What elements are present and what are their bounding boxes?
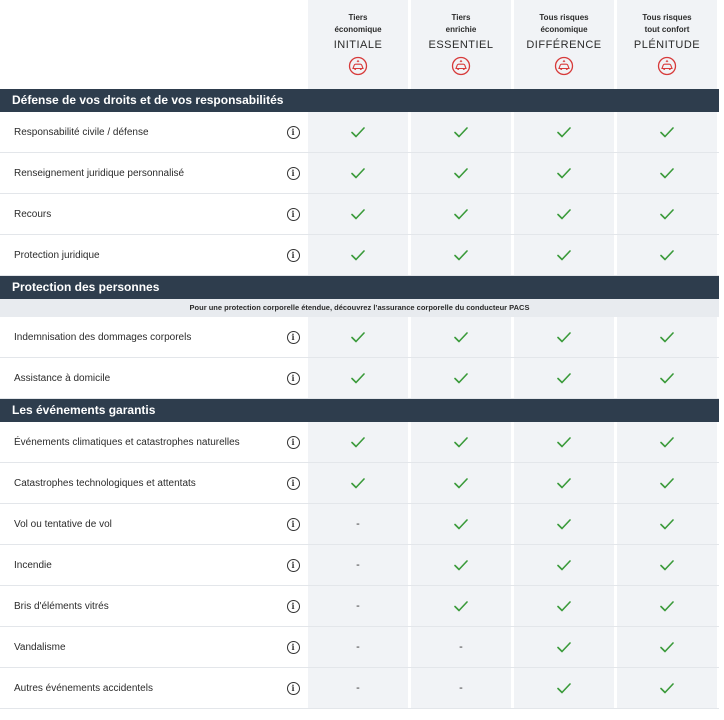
coverage-cell <box>514 358 614 398</box>
checkmark-icon <box>660 601 674 612</box>
info-circle-icon[interactable]: i <box>287 436 300 449</box>
coverage-cell <box>514 112 614 152</box>
car-crash-icon <box>348 56 368 76</box>
table-row <box>0 112 719 153</box>
info-circle-icon[interactable]: i <box>287 372 300 385</box>
checkmark-icon <box>557 478 571 489</box>
row-label: Incendie <box>14 559 52 571</box>
coverage-cell <box>411 422 511 462</box>
row-label: Responsabilité civile / défense <box>14 126 149 138</box>
coverage-cell <box>411 235 511 275</box>
coverage-cell <box>514 586 614 626</box>
checkmark-icon <box>454 519 468 530</box>
coverage-cell <box>308 586 408 626</box>
not-included-dash: - <box>356 600 360 612</box>
table-row <box>0 194 719 235</box>
plan-name: PLÉNITUDE <box>633 39 701 51</box>
checkmark-icon <box>557 332 571 343</box>
coverage-cell <box>514 422 614 462</box>
row-label: Indemnisation des dommages corporels <box>14 331 192 343</box>
plan-type-line2: tout confort <box>644 25 690 34</box>
coverage-cell <box>617 504 717 544</box>
car-crash-icon <box>554 56 574 76</box>
row-label: Protection juridique <box>14 249 100 261</box>
checkmark-icon <box>351 209 365 220</box>
coverage-cell <box>308 504 408 544</box>
checkmark-icon <box>557 601 571 612</box>
checkmark-icon <box>660 437 674 448</box>
info-circle-icon[interactable]: i <box>287 477 300 490</box>
coverage-cell <box>308 153 408 193</box>
row-label: Vandalisme <box>14 641 66 653</box>
plan-type-line2: économique <box>540 25 588 34</box>
header-spacer <box>0 0 308 89</box>
checkmark-icon <box>351 127 365 138</box>
coverage-cell <box>308 194 408 234</box>
row-label: Autres événements accidentels <box>14 682 153 694</box>
info-circle-icon[interactable]: i <box>287 126 300 139</box>
table-row <box>0 627 719 668</box>
checkmark-icon <box>351 168 365 179</box>
checkmark-icon <box>454 560 468 571</box>
info-circle-icon[interactable]: i <box>287 600 300 613</box>
coverage-cell <box>514 317 614 357</box>
row-label: Recours <box>14 208 52 220</box>
section-title: Les événements garantis <box>0 399 719 422</box>
checkmark-icon <box>557 683 571 694</box>
checkmark-icon <box>557 127 571 138</box>
plan-type-line2: enrichie <box>445 25 477 34</box>
checkmark-icon <box>351 373 365 384</box>
checkmark-icon <box>660 560 674 571</box>
coverage-cell <box>308 235 408 275</box>
row-label: Événements climatiques et catastrophes naturelles <box>14 436 240 448</box>
info-cell <box>278 504 308 544</box>
table-row <box>0 235 719 276</box>
info-cell <box>278 422 308 462</box>
coverage-cell <box>308 668 408 708</box>
info-cell <box>278 627 308 667</box>
checkmark-icon <box>557 168 571 179</box>
coverage-cell <box>617 358 717 398</box>
coverage-cell <box>411 668 511 708</box>
info-cell <box>278 153 308 193</box>
info-circle-icon[interactable]: i <box>287 518 300 531</box>
coverage-cell <box>617 194 717 234</box>
coverage-cell <box>308 358 408 398</box>
info-cell <box>278 545 308 585</box>
info-cell <box>278 235 308 275</box>
coverage-cell <box>308 627 408 667</box>
info-cell <box>278 668 308 708</box>
table-row <box>0 463 719 504</box>
not-included-dash: - <box>356 518 360 530</box>
coverage-cell <box>617 586 717 626</box>
checkmark-icon <box>557 519 571 530</box>
plan-column-2 <box>411 0 511 89</box>
table-row <box>0 358 719 399</box>
coverage-cell <box>514 627 614 667</box>
row-label: Catastrophes technologiques et attentats <box>14 477 196 489</box>
checkmark-icon <box>660 209 674 220</box>
checkmark-icon <box>454 209 468 220</box>
coverage-cell <box>308 463 408 503</box>
section-title: Défense de vos droits et de vos responsabilités <box>0 89 719 112</box>
coverage-cell <box>411 194 511 234</box>
coverage-cell <box>617 112 717 152</box>
info-cell <box>278 358 308 398</box>
coverage-cell <box>411 358 511 398</box>
plan-name: INITIALE <box>333 39 383 51</box>
car-crash-icon <box>451 56 471 76</box>
coverage-cell <box>514 504 614 544</box>
table-row <box>0 422 719 463</box>
checkmark-icon <box>454 250 468 261</box>
checkmark-icon <box>454 127 468 138</box>
row-label: Renseignement juridique personnalisé <box>14 167 185 179</box>
coverage-cell <box>514 194 614 234</box>
plan-type-line2: économique <box>334 25 382 34</box>
info-cell <box>278 194 308 234</box>
checkmark-icon <box>557 642 571 653</box>
row-label: Bris d'éléments vitrés <box>14 600 109 612</box>
coverage-cell <box>514 545 614 585</box>
checkmark-icon <box>660 168 674 179</box>
info-cell <box>278 317 308 357</box>
not-included-dash: - <box>356 641 360 653</box>
car-crash-icon <box>657 56 677 76</box>
plan-column-3 <box>514 0 614 89</box>
coverage-cell <box>411 463 511 503</box>
coverage-cell <box>514 153 614 193</box>
coverage-cell <box>411 317 511 357</box>
plan-column-1 <box>308 0 408 89</box>
plan-name: DIFFÉRENCE <box>526 39 602 51</box>
table-row <box>0 504 719 545</box>
info-circle-icon[interactable]: i <box>287 331 300 344</box>
coverage-cell <box>617 235 717 275</box>
info-circle-icon[interactable]: i <box>287 167 300 180</box>
row-label: Vol ou tentative de vol <box>14 518 112 530</box>
checkmark-icon <box>557 250 571 261</box>
table-row <box>0 153 719 194</box>
info-circle-icon[interactable]: i <box>287 208 300 221</box>
checkmark-icon <box>454 332 468 343</box>
coverage-cell <box>411 112 511 152</box>
coverage-cell <box>308 545 408 585</box>
info-circle-icon[interactable]: i <box>287 559 300 572</box>
checkmark-icon <box>351 478 365 489</box>
checkmark-icon <box>660 373 674 384</box>
not-included-dash: - <box>459 641 463 653</box>
not-included-dash: - <box>356 559 360 571</box>
coverage-cell <box>308 422 408 462</box>
info-circle-icon[interactable]: i <box>287 641 300 654</box>
table-row <box>0 668 719 709</box>
coverage-cell <box>411 627 511 667</box>
plan-columns <box>308 0 717 89</box>
coverage-cell <box>514 235 614 275</box>
coverage-cell <box>617 317 717 357</box>
checkmark-icon <box>557 437 571 448</box>
coverage-cell <box>411 153 511 193</box>
coverage-cell <box>617 627 717 667</box>
not-included-dash: - <box>356 682 360 694</box>
info-circle-icon[interactable]: i <box>287 249 300 262</box>
coverage-cell <box>411 586 511 626</box>
checkmark-icon <box>557 560 571 571</box>
info-circle-icon[interactable]: i <box>287 682 300 695</box>
plan-name: ESSENTIEL <box>428 39 494 51</box>
coverage-cell <box>514 463 614 503</box>
coverage-cell <box>617 668 717 708</box>
checkmark-icon <box>454 478 468 489</box>
plan-type-line1: Tiers <box>451 13 471 22</box>
plan-column-4 <box>617 0 717 89</box>
checkmark-icon <box>660 478 674 489</box>
table-row <box>0 317 719 358</box>
section-title: Protection des personnes <box>0 276 719 299</box>
checkmark-icon <box>454 373 468 384</box>
info-cell <box>278 463 308 503</box>
coverage-cell <box>617 545 717 585</box>
section-note: Pour une protection corporelle étendue, découvrez l’assurance corporelle du conducteur PACS <box>0 299 719 317</box>
coverage-cell <box>617 422 717 462</box>
plan-type-line1: Tous risques <box>539 13 589 22</box>
coverage-cell <box>411 545 511 585</box>
checkmark-icon <box>454 168 468 179</box>
coverage-cell <box>514 668 614 708</box>
coverage-cell <box>617 463 717 503</box>
plan-type-line1: Tous risques <box>642 13 692 22</box>
plans-header <box>0 0 724 89</box>
checkmark-icon <box>351 437 365 448</box>
row-label: Assistance à domicile <box>14 372 111 384</box>
coverage-cell <box>411 504 511 544</box>
checkmark-icon <box>557 373 571 384</box>
checkmark-icon <box>351 332 365 343</box>
checkmark-icon <box>557 209 571 220</box>
checkmark-icon <box>660 683 674 694</box>
plan-type-line1: Tiers <box>348 13 368 22</box>
checkmark-icon <box>660 250 674 261</box>
checkmark-icon <box>454 437 468 448</box>
info-cell <box>278 586 308 626</box>
coverage-cell <box>308 112 408 152</box>
coverage-cell <box>308 317 408 357</box>
not-included-dash: - <box>459 682 463 694</box>
checkmark-icon <box>660 127 674 138</box>
sections-container <box>0 89 724 709</box>
checkmark-icon <box>454 601 468 612</box>
checkmark-icon <box>660 642 674 653</box>
coverage-cell <box>617 153 717 193</box>
table-row <box>0 545 719 586</box>
checkmark-icon <box>660 332 674 343</box>
info-cell <box>278 112 308 152</box>
checkmark-icon <box>351 250 365 261</box>
checkmark-icon <box>660 519 674 530</box>
table-row <box>0 586 719 627</box>
